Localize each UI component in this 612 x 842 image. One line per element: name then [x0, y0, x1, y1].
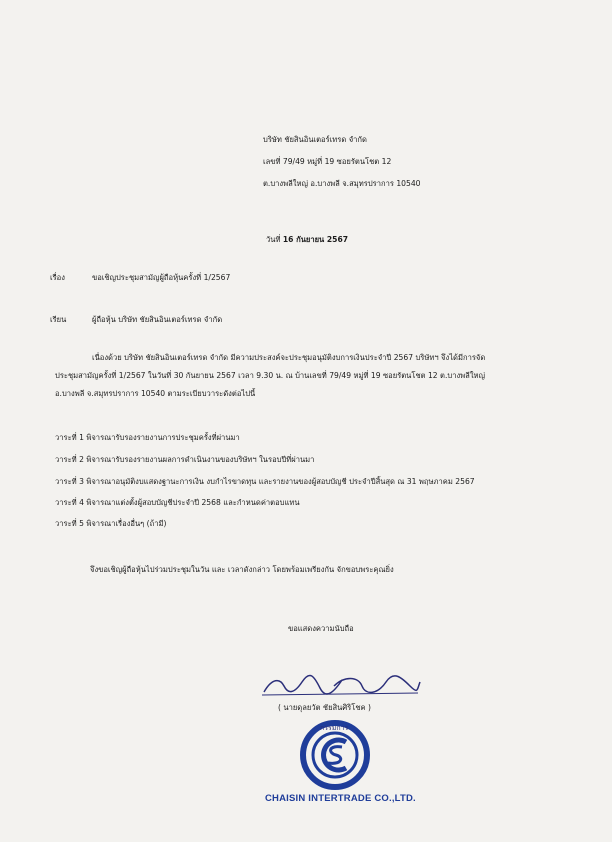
agenda-item: วาระที่ 3 พิจารณาอนุมัติงบแสดงฐานะการเงิน งบกำไรขาดทุน และรายงานของผู้สอบบัญชี ประจำปีสิ้นสุด ณ 31 พฤษภาคม 2567 — [55, 477, 475, 486]
signature-ink — [262, 672, 422, 698]
closing-text: ขอแสดงความนับถือ — [288, 624, 354, 633]
company-name-english: CHAISIN INTERTRADE CO.,LTD. — [265, 793, 416, 804]
date-value: 16 กันยายน 2567 — [282, 235, 349, 244]
body-line-3: อ.บางพลี จ.สมุทรปราการ 10540 ตามระเบียบวาระดังต่อไปนี้ — [55, 389, 256, 398]
company-address-line-1: เลขที่ 79/49 หมู่ที่ 19 ซอยรัตนโชต 12 — [263, 157, 392, 166]
company-name: บริษัท ชัยสินอินเตอร์เทรด จำกัด — [263, 135, 367, 144]
agenda-item: วาระที่ 5 พิจารณาเรื่องอื่นๆ (ถ้ามี) — [55, 519, 167, 528]
agenda-item: วาระที่ 4 พิจารณาแต่งตั้งผู้สอบบัญชีประจำปี 2568 และกำหนดค่าตอบแทน — [55, 498, 300, 507]
invitation-text: จึงขอเชิญผู้ถือหุ้นไปร่วมประชุมในวัน และ เวลาดังกล่าว โดยพร้อมเพรียงกัน จักขอบพระคุณยิ่ง — [90, 565, 394, 574]
agenda-item: วาระที่ 1 พิจารณารับรองรายงานการประชุมครั้งที่ผ่านมา — [55, 433, 240, 442]
agenda-item: วาระที่ 2 พิจารณารับรองรายงานผลการดำเนินงานของบริษัทฯ ในรอบปีที่ผ่านมา — [55, 455, 315, 464]
body-line-2: ประชุมสามัญครั้งที่ 1/2567 ในวันที่ 30 กันยายน 2567 เวลา 9.30 น. ณ บ้านเลขที่ 79/49 หมู่ที่ 19 ซอยรัตนโชต 12 ต.บางพลีใหญ่ — [55, 371, 486, 380]
subject-text: ขอเชิญประชุมสามัญผู้ถือหุ้นครั้งที่ 1/2567 — [92, 273, 231, 282]
company-address-line-2: ต.บางพลีใหญ่ อ.บางพลี จ.สมุทรปราการ 10540 — [263, 179, 421, 188]
signatory-title: กรรมการ — [320, 724, 349, 732]
recipient-label: เรียน — [50, 315, 67, 324]
subject-label: เรื่อง — [50, 273, 65, 282]
recipient-text: ผู้ถือหุ้น บริษัท ชัยสินอินเตอร์เทรด จำกัด — [92, 315, 223, 324]
handwritten-signature — [262, 672, 422, 702]
signatory-name: ( นายดุลยวัต ชัยสินศิริโชค ) — [278, 703, 371, 712]
body-line-1: เนื่องด้วย บริษัท ชัยสินอินเตอร์เทรด จำกัด มีความประสงค์จะประชุมอนุมัติงบการเงินประจำปี 2567 บริษัทฯ จึงได้มีการจัด — [92, 353, 486, 362]
date-label: วันที่ — [266, 235, 281, 244]
letter-date — [266, 235, 348, 245]
